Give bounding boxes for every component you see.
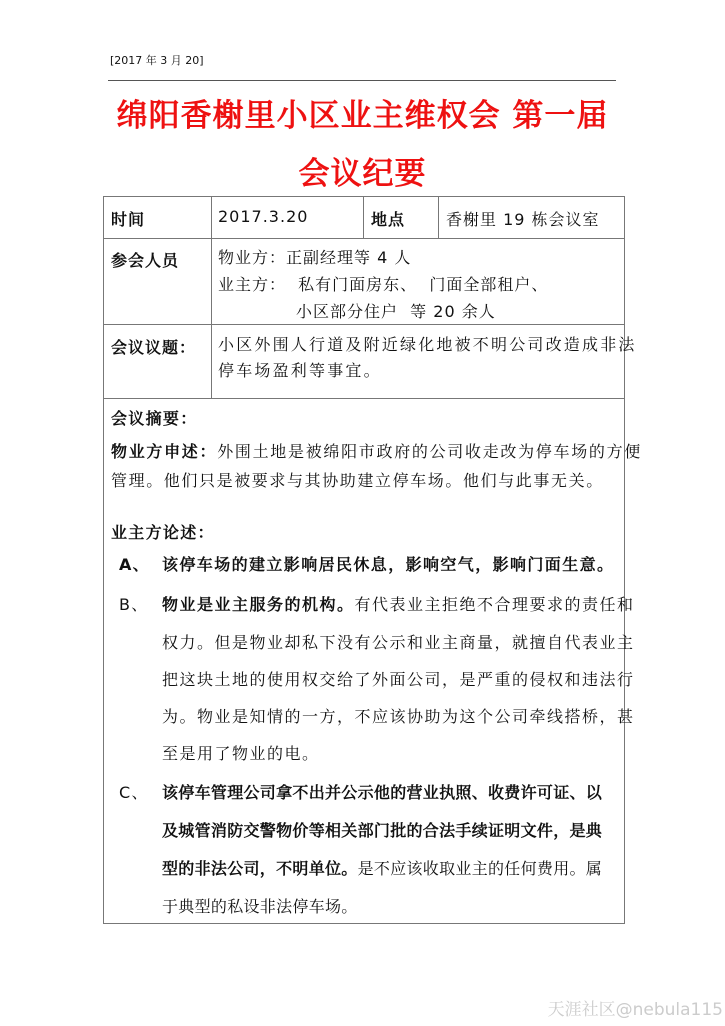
item-a-text: 该停车场的建立影响居民休息，影响空气，影响门面生意。 xyxy=(162,555,615,574)
minutes-table xyxy=(103,196,643,924)
item-b-line xyxy=(162,592,635,615)
property-label: 物业方申述： xyxy=(111,442,218,461)
item-c-text: 是不应该收取业主的任何费用。属 xyxy=(357,859,603,878)
item-b-text: 有代表业主拒绝不合理要求的责任和 xyxy=(354,595,635,614)
column-divider xyxy=(438,197,439,238)
column-divider xyxy=(363,197,364,238)
header-date: [2017 年 3 月 20] xyxy=(110,54,204,67)
property-statement xyxy=(111,439,642,462)
item-b-emphasis: 物业是业主服务的机构。 xyxy=(162,595,355,614)
watermark: 天涯社区@nebula115 xyxy=(547,1000,723,1020)
place-label: 地点 xyxy=(371,210,406,229)
item-marker-b: B、 xyxy=(119,595,149,614)
item-b-line: 为。物业是知情的一方，不应该协助为这个公司牵线搭桥，甚 xyxy=(162,707,635,726)
property-text: 外围土地是被绵阳市政府的公司收走改为停车场的方便 xyxy=(217,442,643,461)
owner-heading: 业主方论述： xyxy=(111,523,215,542)
header-divider xyxy=(108,80,616,81)
item-c-line: 于典型的私设非法停车场。 xyxy=(162,897,358,916)
attendees-line: 小区部分住户 等 20 余人 xyxy=(296,302,496,321)
attendees-label: 参会人员 xyxy=(111,251,180,270)
time-value: 2017.3.20 xyxy=(218,207,309,226)
topic-line: 停车场盈利等事宜。 xyxy=(218,361,382,380)
document-subtitle: 会议纪要 xyxy=(298,156,427,192)
place-value: 香榭里 19 栋会议室 xyxy=(446,210,600,229)
item-c-line xyxy=(162,856,602,879)
column-divider xyxy=(211,197,212,398)
item-b-line: 把这块土地的使用权交给了外面公司，是严重的侵权和违法行 xyxy=(162,670,635,689)
item-b-line: 权力。但是物业却私下没有公示和业主商量，就擅自代表业主 xyxy=(162,633,635,652)
attendees-line: 业主方： 私有门面房东、 门面全部租户、 xyxy=(218,275,549,294)
topic-label: 会议议题： xyxy=(111,338,197,357)
item-c-emphasis: 型的非法公司，不明单位。 xyxy=(162,859,358,878)
row-divider xyxy=(104,324,624,325)
row-divider xyxy=(104,238,624,239)
time-label: 时间 xyxy=(111,210,146,229)
item-c-line: 及城管消防交警物价等相关部门批的合法手续证明文件，是典 xyxy=(162,821,603,840)
attendees-line: 物业方：正副经理等 4 人 xyxy=(218,248,412,267)
summary-heading: 会议摘要： xyxy=(111,409,198,428)
row-divider xyxy=(104,398,624,399)
document-title: 绵阳香榭里小区业主维权会 第一届 xyxy=(116,98,609,134)
topic-line: 小区外围人行道及附近绿化地被不明公司改造成非法 xyxy=(218,335,637,354)
item-marker-a: A、 xyxy=(119,555,150,574)
item-c-line: 该停车管理公司拿不出并公示他的营业执照、收费许可证、以 xyxy=(162,783,603,802)
property-text: 管理。他们只是被要求与其协助建立停车场。他们与此事无关。 xyxy=(111,471,604,490)
item-b-line: 至是用了物业的电。 xyxy=(162,744,320,763)
item-marker-c: C、 xyxy=(119,783,149,802)
